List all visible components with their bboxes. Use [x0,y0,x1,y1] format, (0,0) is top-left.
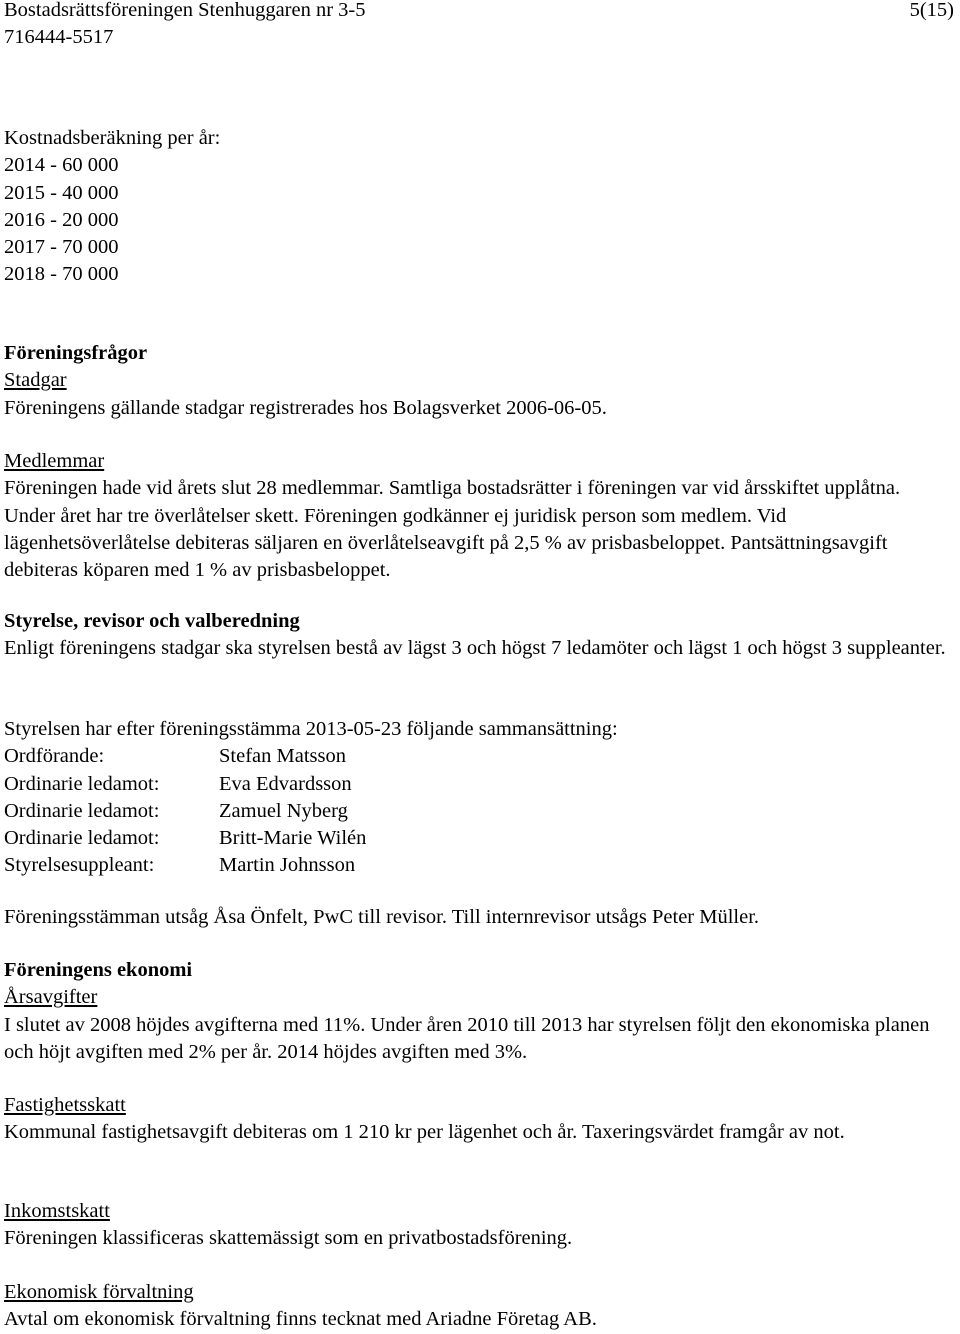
cost-line: 2015 - 40 000 [4,181,119,204]
board-member-row [4,852,956,879]
board-composition [4,716,956,880]
board-role: Ordinarie ledamot: [4,799,160,822]
board-member-row [4,771,956,798]
board-member-name: Martin Johnsson [219,854,356,877]
board-member-name: Britt-Marie Wilén [219,827,367,850]
auditor-text: Föreningsstämman utsåg Åsa Önfelt, PwC till revisor. Till internrevisor utsågs Peter Müller. [4,906,760,928]
property-tax-text: Kommunal fastighetsavgift debiteras om 1 210 kr per lägenhet och år. Taxeringsvärdet framgår av not. [4,1121,845,1144]
board-member-name: Eva Edvardsson [219,772,352,795]
org-number: 716444-5517 [4,26,114,49]
board-member-row [4,825,956,852]
board-composition-intro: Styrelsen har efter föreningsstämma 2013-05-23 följande sammansättning: [4,718,618,740]
board-member-row [4,743,956,770]
board-role: Styrelsesuppleant: [4,854,155,877]
board-role: Ordförande: [4,745,105,768]
cost-line: 2014 - 60 000 [4,154,119,177]
management-heading: Ekonomisk förvaltning [4,1281,194,1303]
management-section [4,1279,956,1334]
statutes-heading: Stadgar [4,369,67,392]
economy-heading: Föreningens ekonomi [4,959,193,981]
fees-text: I slutet av 2008 höjdes avgifterna med 11%. Under åren 2010 till 2013 har styrelsen följt den ekonomiska planen och höjt avgiften med 2% per år. 2014 höjdes avgiften med 3%. [4,1013,930,1063]
board-member-row [4,798,956,825]
economy-section [4,957,956,1066]
income-tax-heading: Inkomstskatt [4,1200,110,1222]
fees-heading: Årsavgifter [4,986,98,1009]
management-text: Avtal om ekonomisk förvaltning finns tecknat med Ariadne Företag AB. [4,1308,597,1331]
cost-line: 2018 - 70 000 [4,263,119,286]
statutes-text: Föreningens gällande stadgar registrerades hos Bolagsverket 2006-06-05. [4,396,607,419]
board-role: Ordinarie ledamot: [4,772,160,795]
cost-line: 2017 - 70 000 [4,236,119,259]
board-member-name: Stefan Matsson [219,745,346,768]
income-tax-text: Föreningen klassificeras skattemässigt som en privatbostadsförening. [4,1227,573,1250]
association-section [4,340,956,422]
cost-estimate-title: Kostnadsberäkning per år: [4,127,221,149]
cost-line: 2016 - 20 000 [4,208,119,231]
property-tax-section [4,1092,956,1147]
members-heading: Medlemmar [4,450,105,472]
cost-estimate-section [4,125,956,289]
board-member-name: Zamuel Nyberg [219,799,348,822]
page-header [4,0,956,52]
association-heading: Föreningsfrågor [4,342,148,364]
org-name: Bostadsrättsföreningen Stenhuggaren nr 3-5 [4,0,366,21]
members-section [4,448,956,584]
board-heading: Styrelse, revisor och valberedning [4,610,300,632]
income-tax-section [4,1198,956,1253]
page-number: 5(15) [909,0,954,21]
auditor-section [4,904,956,931]
board-role: Ordinarie ledamot: [4,827,160,850]
board-section [4,608,956,663]
board-rules-text: Enligt föreningens stadgar ska styrelsen bestå av lägst 3 och högst 7 ledamöter och lägst 1 och högst 3 suppleanter. [4,637,946,660]
property-tax-heading: Fastighetsskatt [4,1094,126,1116]
members-text: Föreningen hade vid årets slut 28 medlemmar. Samtliga bostadsrätter i föreningen var vid årsskiftet upplåtna. Under året har tre överlåtelser skett. Föreningen godkänner ej juridisk person som medlem. Vid lägenhetsöverlåtelse debiteras säljaren en överlåtelseavgift på 2,5 % av prisbasbeloppet. Pantsättningsavgift debiteras köparen med 1 % av prisbasbeloppet. [4,477,901,582]
